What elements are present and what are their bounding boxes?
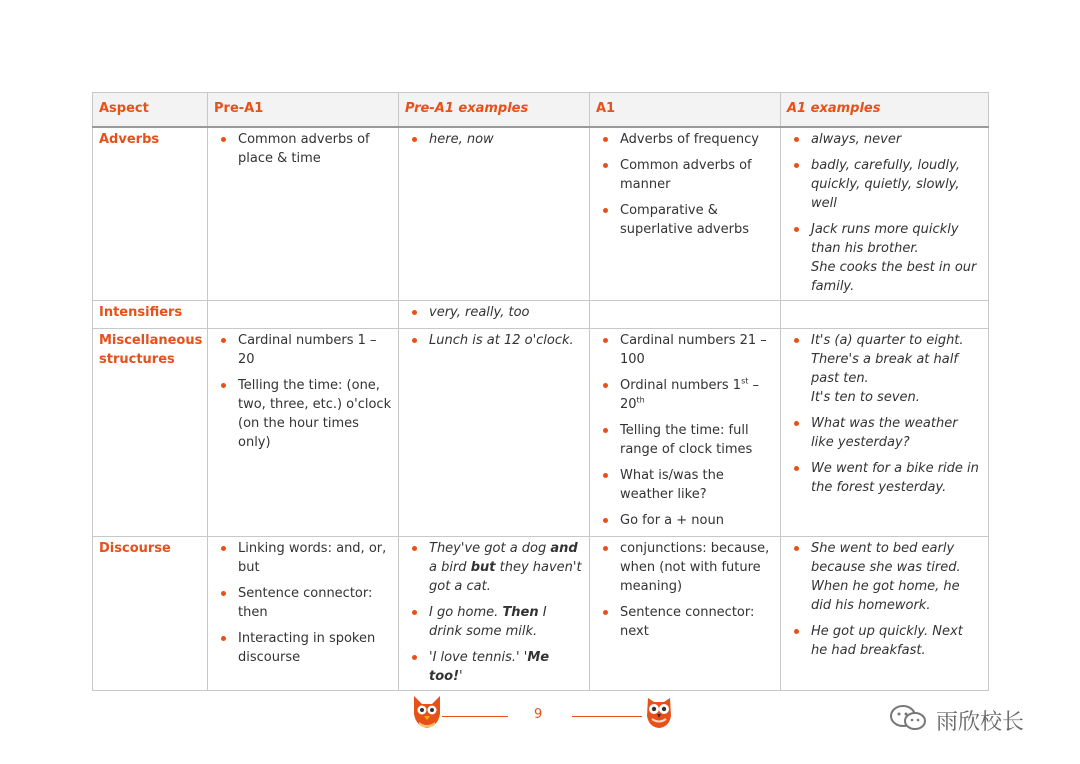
- pre-a1-examples-cell: [399, 329, 590, 537]
- aspect-cell: Discourse: [93, 537, 208, 691]
- list-item: very, really, too: [405, 303, 583, 322]
- a1-cell: [590, 329, 781, 537]
- list-item: I go home. Then I drink some milk.: [405, 603, 583, 641]
- page-footer: [0, 688, 1080, 738]
- example-line: When he got home, he did his homework.: [811, 579, 960, 613]
- list-item: Linking words: and, or, but: [214, 539, 392, 577]
- header-a1: A1: [590, 93, 781, 128]
- list-item: Telling the time: (one, two, three, etc.) o'clock (on the hour times only): [214, 376, 392, 452]
- page-number: 9: [534, 707, 543, 722]
- a1-cell: [590, 537, 781, 691]
- table-row: [93, 127, 989, 301]
- a1-examples-cell: [781, 301, 989, 329]
- example-line: It's ten to seven.: [811, 390, 920, 405]
- list-item: Cardinal numbers 1 – 20: [214, 331, 392, 369]
- watermark-text: 雨欣校长: [936, 709, 1025, 735]
- list-item: Interacting in spoken discourse: [214, 629, 392, 667]
- footer-rule-left: [442, 716, 508, 717]
- owl-mascot-icon: [642, 692, 676, 734]
- pre-a1-cell: [208, 329, 399, 537]
- a1-examples-cell: [781, 329, 989, 537]
- grammar-table: [92, 92, 989, 691]
- list-item: Telling the time: full range of clock times: [596, 421, 774, 459]
- list-item: Ordinal numbers 1st – 20th: [596, 376, 774, 414]
- list-item: Common adverbs of place & time: [214, 130, 392, 168]
- example-line: She went to bed early because she was tired.: [811, 541, 961, 575]
- example-line: She cooks the best in our family.: [811, 260, 977, 294]
- pre-a1-examples-cell: [399, 127, 590, 301]
- example-line: There's a break at half past ten.: [811, 352, 958, 386]
- list-item: here, now: [405, 130, 583, 149]
- list-item: always, never: [787, 130, 982, 149]
- pre-a1-cell: [208, 301, 399, 329]
- pre-a1-cell: [208, 127, 399, 301]
- pre-a1-examples-cell: [399, 537, 590, 691]
- list-item: Comparative & superlative adverbs: [596, 201, 774, 239]
- example-line: It's (a) quarter to eight.: [811, 333, 964, 348]
- list-item: He got up quickly. Next he had breakfast.: [787, 622, 982, 660]
- aspect-cell: Adverbs: [93, 127, 208, 301]
- table-header-row: [93, 93, 989, 128]
- list-item: [787, 220, 982, 296]
- a1-examples-cell: [781, 127, 989, 301]
- list-item: Go for a + noun: [596, 511, 774, 530]
- list-item: What was the weather like yesterday?: [787, 414, 982, 452]
- list-item: Common adverbs of manner: [596, 156, 774, 194]
- aspect-cell: Miscellaneous structures: [93, 329, 208, 537]
- example-line: Jack runs more quickly than his brother.: [811, 222, 959, 256]
- aspect-cell: Intensifiers: [93, 301, 208, 329]
- header-aspect: Aspect: [93, 93, 208, 128]
- header-pre-a1: Pre-A1: [208, 93, 399, 128]
- table-row: [93, 329, 989, 537]
- list-item: Adverbs of frequency: [596, 130, 774, 149]
- list-item: [787, 539, 982, 615]
- watermark: [888, 703, 1024, 737]
- header-a1-examples: A1 examples: [781, 93, 989, 128]
- table-row: [93, 301, 989, 329]
- list-item: What is/was the weather like?: [596, 466, 774, 504]
- fox-mascot-icon: [410, 692, 444, 734]
- list-item: 'I love tennis.' 'Me too!': [405, 648, 583, 686]
- pre-a1-examples-cell: [399, 301, 590, 329]
- list-item: Cardinal numbers 21 – 100: [596, 331, 774, 369]
- list-item: conjunctions: because, when (not with future meaning): [596, 539, 774, 596]
- a1-cell: [590, 301, 781, 329]
- list-item: Lunch is at 12 o'clock.: [405, 331, 583, 350]
- table-row: [93, 537, 989, 691]
- pre-a1-cell: [208, 537, 399, 691]
- header-pre-a1-examples: Pre-A1 examples: [399, 93, 590, 128]
- list-item: They've got a dog and a bird but they haven't got a cat.: [405, 539, 583, 596]
- list-item: Sentence connector: next: [596, 603, 774, 641]
- list-item: [787, 331, 982, 407]
- wechat-icon: [888, 703, 930, 737]
- list-item: Sentence connector: then: [214, 584, 392, 622]
- list-item: badly, carefully, loudly, quickly, quietly, slowly, well: [787, 156, 982, 213]
- a1-examples-cell: [781, 537, 989, 691]
- footer-rule-right: [572, 716, 642, 717]
- a1-cell: [590, 127, 781, 301]
- list-item: We went for a bike ride in the forest yesterday.: [787, 459, 982, 497]
